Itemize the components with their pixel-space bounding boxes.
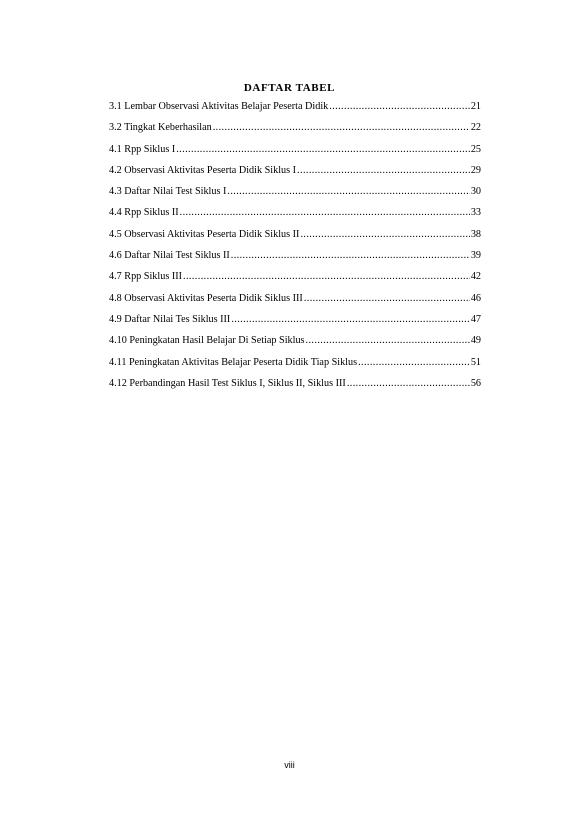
entry-page: 39: [470, 250, 481, 262]
list-item: [109, 186, 481, 207]
table-list: [109, 101, 481, 399]
list-item: [109, 144, 481, 165]
list-item: [109, 229, 481, 250]
entry-label: 4.10 Peningkatan Hasil Belajar Di Setiap Siklus: [109, 335, 305, 347]
entry-label: 4.1 Rpp Siklus I: [109, 143, 176, 155]
entry-label: 4.8 Observasi Aktivitas Peserta Didik Siklus III: [109, 292, 303, 304]
list-item: [109, 207, 481, 228]
list-item: [109, 122, 481, 143]
dot-leader: [227, 186, 469, 197]
dot-leader: [297, 165, 470, 176]
entry-page: 33: [470, 207, 481, 219]
entry-label: 3.2 Tingkat Keberhasilan: [109, 122, 212, 134]
entry-label: 4.7 Rpp Siklus III: [109, 271, 183, 283]
list-item: [109, 250, 481, 271]
entry-page: 22: [470, 122, 481, 134]
dot-leader: [183, 271, 470, 282]
entry-label: 4.9 Daftar Nilai Tes Siklus III: [109, 313, 231, 325]
list-item: [109, 357, 481, 378]
list-item: [109, 314, 481, 335]
dot-leader: [180, 207, 470, 218]
entry-page: 29: [470, 164, 481, 176]
dot-leader: [231, 314, 469, 325]
entry-label: 4.11 Peningkatan Aktivitas Belajar Peserta Didik Tiap Siklus: [109, 356, 358, 368]
list-item: [109, 335, 481, 356]
entry-label: 4.6 Daftar Nilai Test Siklus II: [109, 250, 230, 262]
list-item: [109, 101, 481, 122]
list-item: [109, 293, 481, 314]
entry-page: 38: [470, 228, 481, 240]
dot-leader: [347, 378, 470, 389]
entry-label: 4.5 Observasi Aktivitas Peserta Didik Siklus II: [109, 228, 300, 240]
entry-page: 51: [470, 356, 481, 368]
entry-page: 49: [470, 335, 481, 347]
dot-leader: [231, 250, 470, 261]
entry-page: 56: [470, 377, 481, 389]
list-item: [109, 271, 481, 292]
entry-label: 4.12 Perbandingan Hasil Test Siklus I, Siklus II, Siklus III: [109, 377, 346, 389]
entry-label: 4.3 Daftar Nilai Test Siklus I: [109, 186, 227, 198]
dot-leader: [306, 335, 470, 346]
dot-leader: [213, 122, 470, 133]
dot-leader: [358, 357, 470, 368]
entry-page: 25: [470, 143, 481, 155]
entry-label: 4.2 Observasi Aktivitas Peserta Didik Siklus I: [109, 164, 297, 176]
entry-page: 42: [470, 271, 481, 283]
entry-label: 3.1 Lembar Observasi Aktivitas Belajar Peserta Didik: [109, 101, 329, 112]
page-number: viii: [284, 760, 295, 770]
dot-leader: [329, 101, 470, 112]
entry-page: 30: [470, 186, 481, 198]
list-item: [109, 165, 481, 186]
dot-leader: [300, 229, 469, 240]
dot-leader: [304, 293, 470, 304]
entry-label: 4.4 Rpp Siklus II: [109, 207, 179, 219]
entry-page: 47: [470, 313, 481, 325]
entry-page: 46: [470, 292, 481, 304]
page-title: DAFTAR TABEL: [243, 82, 336, 94]
list-item: [109, 378, 481, 399]
entry-page: 21: [470, 101, 481, 112]
dot-leader: [176, 144, 470, 155]
